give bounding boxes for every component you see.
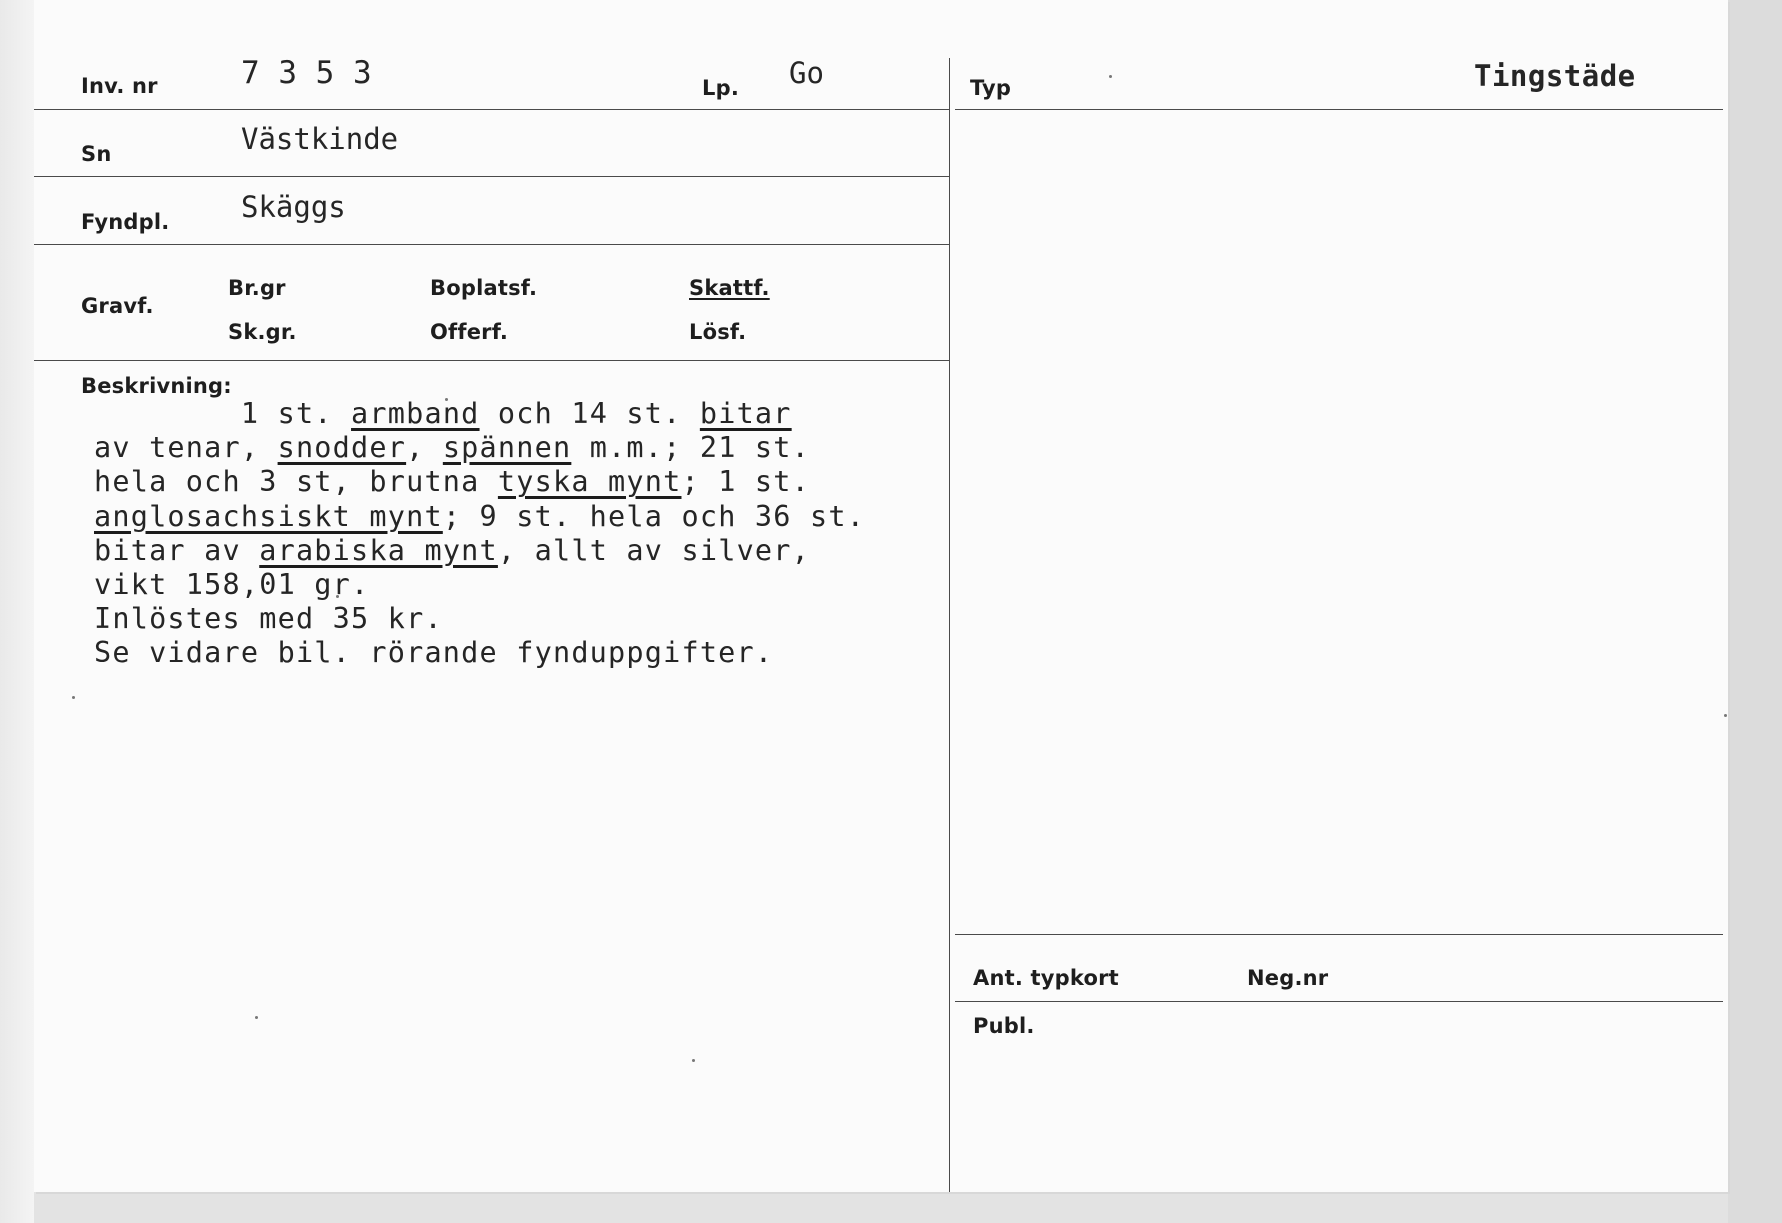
description-run: av tenar, (94, 431, 278, 465)
underlined-term: spännen (442, 431, 572, 465)
description-line (94, 465, 865, 499)
typ-value: Tingstäde (1474, 59, 1636, 93)
inv-nr-label: Inv. nr (81, 74, 158, 98)
fyndpl-value: Skäggs (241, 190, 346, 224)
rule-typ-row (955, 109, 1723, 110)
skattf-label: Skattf. (689, 276, 770, 300)
description-line (94, 431, 865, 465)
description-run: vikt 158,01 gr. (94, 567, 370, 601)
description-run: bitar av (94, 533, 260, 567)
fyndpl-label: Fyndpl. (81, 210, 170, 234)
description-run: , (406, 431, 443, 465)
typ-label: Typ (970, 76, 1012, 100)
description-line (94, 500, 865, 534)
losf-label: Lösf. (689, 320, 747, 344)
scan-speck (1109, 75, 1112, 78)
scan-speck (72, 696, 75, 699)
beskrivning-label: Beskrivning: (81, 374, 232, 398)
rule-gravf-row (34, 360, 949, 361)
scan-speck (255, 1016, 258, 1019)
sn-value: Västkinde (241, 122, 399, 156)
underlined-term: tyska mynt (497, 465, 682, 499)
offerf-label: Offerf. (430, 320, 509, 344)
description-text (94, 397, 865, 671)
scan-speck (692, 1059, 695, 1062)
description-run: och 14 st. (479, 397, 700, 430)
description-run: ; 1 st. (681, 465, 810, 499)
lp-value: Go (789, 56, 824, 90)
neg-nr-label: Neg.nr (1247, 966, 1329, 990)
description-run: m.m.; 21 st. (571, 431, 811, 465)
rule-typkort-top (955, 934, 1723, 935)
scan-margin-left (0, 0, 34, 1223)
publ-label: Publ. (973, 1014, 1035, 1038)
underlined-term: anglosachsiskt mynt (94, 499, 443, 533)
description-run: , allt av silver, (497, 533, 810, 567)
rule-inv-row (34, 109, 949, 110)
description-run: hela och 3 st, brutna (94, 465, 498, 499)
scan-speck (1724, 714, 1727, 717)
description-run: ; 9 st. hela och 36 st. (442, 499, 866, 533)
boplatsf-label: Boplatsf. (430, 276, 538, 300)
lp-label: Lp. (702, 76, 739, 100)
description-run: Inlöstes med 35 kr. (94, 602, 443, 636)
rule-fyndpl-row (34, 244, 949, 245)
br-gr-label: Br.gr (228, 276, 286, 300)
scan-margin-bottom (34, 1192, 1728, 1223)
underlined-term: arabiska mynt (259, 533, 498, 567)
underlined-term: armband (351, 397, 480, 430)
underlined-term: bitar (699, 397, 792, 430)
rule-publ-top (955, 1001, 1723, 1002)
sk-gr-label: Sk.gr. (228, 320, 297, 344)
description-line (94, 602, 865, 636)
sn-label: Sn (81, 142, 112, 166)
description-line (94, 568, 865, 602)
column-divider (949, 58, 950, 1192)
description-line (94, 397, 865, 431)
ant-typkort-label: Ant. typkort (973, 966, 1119, 990)
underlined-term: snodder (277, 431, 407, 465)
description-run: Se vidare bil. rörande fynduppgifter. (94, 636, 774, 670)
scan-margin-right (1728, 0, 1782, 1223)
inv-nr-value: 7 3 5 3 (241, 55, 372, 91)
gravf-label: Gravf. (81, 294, 154, 318)
description-run: 1 st. (94, 397, 352, 430)
description-line (94, 636, 865, 670)
rule-sn-row (34, 176, 949, 177)
description-line (94, 534, 865, 568)
